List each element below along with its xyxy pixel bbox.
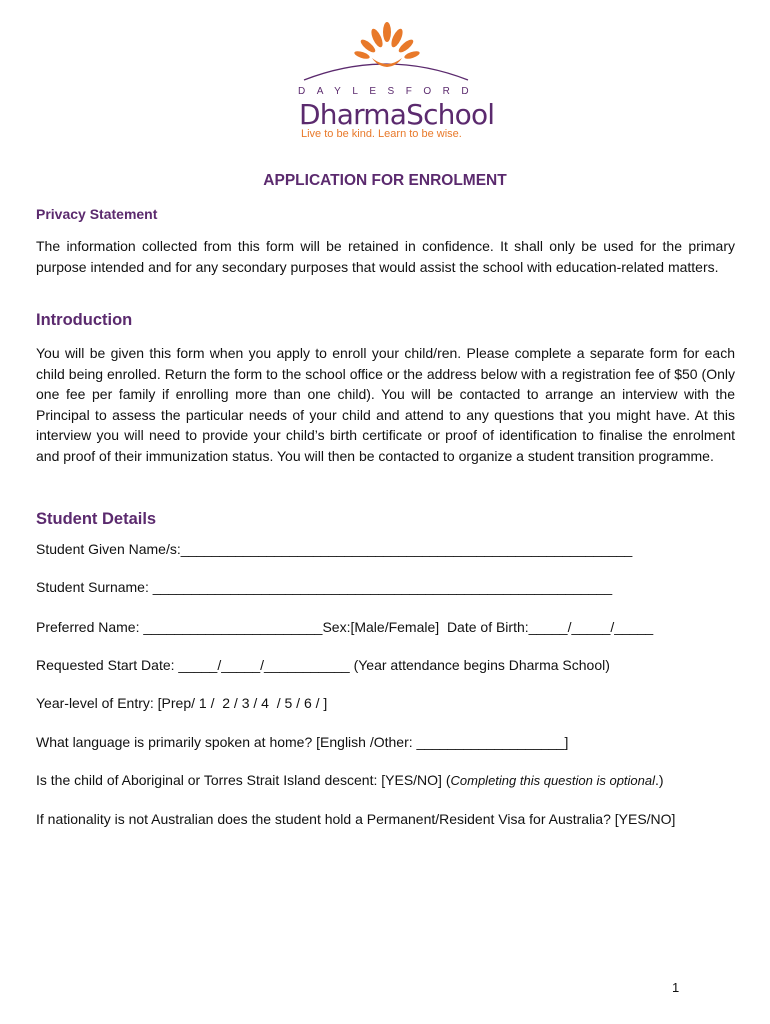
- page-number: 1: [672, 980, 680, 995]
- aboriginal-question: Is the child of Aboriginal or Torres Strait Island descent: [YES/NO] (: [36, 772, 451, 788]
- introduction-heading: Introduction: [36, 311, 133, 329]
- privacy-heading: Privacy Statement: [36, 206, 158, 222]
- logo-tagline: Live to be kind. Learn to be wise.: [301, 128, 462, 140]
- lotus-emblem-icon: [296, 18, 476, 88]
- year-level-field[interactable]: Year-level of Entry: [Prep/ 1 / 2 / 3 / 4 / 5 / 6 / ]: [36, 695, 328, 711]
- home-language-field[interactable]: What language is primarily spoken at home? [English /Other: ___________________]: [36, 734, 569, 750]
- visa-field[interactable]: If nationality is not Australian does the student hold a Permanent/Resident Visa for Australia? [YES/NO]: [36, 811, 676, 827]
- aboriginal-descent-field[interactable]: [36, 772, 664, 788]
- school-logo: [296, 18, 495, 143]
- student-details-heading: Student Details: [36, 510, 157, 528]
- introduction-text: You will be given this form when you apply to enroll your child/ren. Please complete a separate form for each child being enrolled. Return the form to the school office or the address below with a registration fee of $50 (Only one fee per family if enrolling more than one child). You will be contacted to arrange an interview with the Principal to assess the particular needs of your child and attend to any questions that you might have. At this interview you will need to provide your child’s birth certificate or proof of identification to finalise the enrolment and proof of their immunization status. You will then be contacted to organize a student transition programme.: [36, 345, 735, 464]
- privacy-text: The information collected from this form will be retained in confidence. It shall only be used for the primary purpose intended and for any secondary purposes that would assist the school with education-related matters.: [36, 238, 735, 275]
- surname-field[interactable]: Student Surname: ___________________________________________________________: [36, 579, 613, 595]
- logo-school-name: DharmaSchool: [299, 98, 495, 131]
- aboriginal-close: .): [655, 772, 664, 788]
- optional-note: Completing this question is optional: [450, 773, 656, 788]
- given-name-field[interactable]: Student Given Name/s:__________________________________________________________: [36, 541, 633, 557]
- logo-daylesford: DAYLESFORD: [298, 86, 481, 97]
- page-title: APPLICATION FOR ENROLMENT: [263, 172, 507, 189]
- start-date-field[interactable]: Requested Start Date: _____/_____/___________ (Year attendance begins Dharma School): [36, 657, 610, 673]
- preferred-name-sex-dob-field[interactable]: Preferred Name: _______________________Sex:[Male/Female] Date of Birth:_____/_____/_____: [36, 619, 654, 635]
